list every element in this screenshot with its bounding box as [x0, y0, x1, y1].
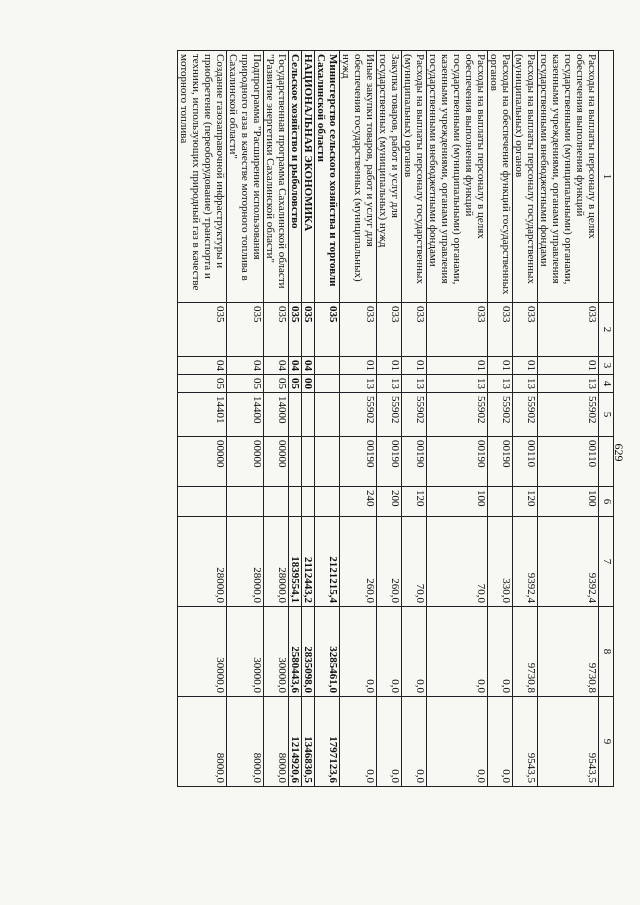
- amount-year-3: 9543,5: [538, 697, 599, 787]
- code-ministry: 033: [377, 303, 402, 357]
- amount-year-3: 8000,0: [178, 697, 227, 787]
- code-ministry: 033: [402, 303, 427, 357]
- code-section: 04: [289, 357, 302, 375]
- code-target-program: 55902: [377, 393, 402, 437]
- code-expense-type: [488, 487, 513, 517]
- amount-year-3: 1214920,6: [289, 697, 302, 787]
- table-body: [178, 51, 599, 787]
- table-row: [302, 51, 315, 787]
- code-target-direction: 00190: [427, 437, 488, 487]
- amount-year-1: 2121215,4: [315, 517, 340, 607]
- code-ministry: 033: [340, 303, 377, 357]
- code-target-direction: 00110: [538, 437, 599, 487]
- table-row: [264, 51, 289, 787]
- amount-year-1: 260,0: [340, 517, 377, 607]
- code-target-program: 55902: [538, 393, 599, 437]
- amount-year-1: 2112443,2: [302, 517, 315, 607]
- amount-year-2: 0,0: [377, 607, 402, 697]
- code-expense-type: 100: [538, 487, 599, 517]
- row-name: Закупка товаров, работ и услуг для государственных (муниципальных) нужд: [377, 51, 402, 303]
- row-name: Подпрограмма "Расширение использования природного газа в качестве моторного топлива в Сахалинской области": [227, 51, 264, 303]
- table-row: [340, 51, 377, 787]
- code-subsection: 13: [513, 375, 538, 393]
- code-target-direction: 00190: [377, 437, 402, 487]
- code-section: 01: [340, 357, 377, 375]
- amount-year-2: 2835098,0: [302, 607, 315, 697]
- code-target-program: 55902: [340, 393, 377, 437]
- code-target-program: 14401: [178, 393, 227, 437]
- code-subsection: 13: [402, 375, 427, 393]
- amount-year-1: 70,0: [427, 517, 488, 607]
- amount-year-2: 30000,0: [227, 607, 264, 697]
- code-subsection: 13: [488, 375, 513, 393]
- amount-year-3: 1797123,6: [315, 697, 340, 787]
- code-section: 04: [302, 357, 315, 375]
- amount-year-1: 28000,0: [264, 517, 289, 607]
- code-section: [315, 357, 340, 375]
- code-subsection: 05: [289, 375, 302, 393]
- code-section: 01: [538, 357, 599, 375]
- amount-year-1: 1839554,1: [289, 517, 302, 607]
- code-target-program: [289, 393, 302, 437]
- code-ministry: 035: [315, 303, 340, 357]
- code-subsection: 00: [302, 375, 315, 393]
- code-target-direction: 00190: [340, 437, 377, 487]
- column-header: 5: [599, 393, 614, 437]
- code-expense-type: [227, 487, 264, 517]
- amount-year-1: 9392,4: [513, 517, 538, 607]
- code-section: 01: [402, 357, 427, 375]
- amount-year-2: 0,0: [340, 607, 377, 697]
- code-expense-type: 240: [340, 487, 377, 517]
- row-name: Министерство сельского хозяйства и торговли Сахалинской области: [315, 51, 340, 303]
- amount-year-2: 0,0: [402, 607, 427, 697]
- amount-year-3: 8000,0: [264, 697, 289, 787]
- code-ministry: 035: [264, 303, 289, 357]
- row-name: Расходы на выплаты персоналу в целях обеспечения выполнения функций государственными (муниципальными) органами, казенными учреждениями, органами управления государственными внебюджетными фондами: [427, 51, 488, 303]
- amount-year-1: 28000,0: [227, 517, 264, 607]
- amount-year-1: 28000,0: [178, 517, 227, 607]
- code-target-program: [302, 393, 315, 437]
- code-target-direction: 00000: [264, 437, 289, 487]
- code-target-direction: 00190: [402, 437, 427, 487]
- amount-year-3: 9543,5: [513, 697, 538, 787]
- row-name: Расходы на выплаты персоналу государственных (муниципальных) органов: [513, 51, 538, 303]
- code-subsection: 05: [227, 375, 264, 393]
- amount-year-3: 0,0: [377, 697, 402, 787]
- code-section: 04: [264, 357, 289, 375]
- amount-year-3: 0,0: [340, 697, 377, 787]
- code-expense-type: 200: [377, 487, 402, 517]
- code-section: 01: [427, 357, 488, 375]
- code-section: 01: [513, 357, 538, 375]
- amount-year-3: 0,0: [427, 697, 488, 787]
- code-target-direction: 00000: [178, 437, 227, 487]
- code-expense-type: 120: [402, 487, 427, 517]
- row-name: Расходы на обеспечение функций государственных органов: [488, 51, 513, 303]
- code-target-direction: [302, 437, 315, 487]
- code-target-program: [315, 393, 340, 437]
- table-row: [488, 51, 513, 787]
- table-row: [315, 51, 340, 787]
- code-section: 04: [178, 357, 227, 375]
- code-expense-type: 120: [513, 487, 538, 517]
- code-expense-type: [264, 487, 289, 517]
- row-name: Создание газозаправочной инфраструктуры и приобретение (переоборудование) транспорта и техники, использующих природный газ в качестве моторного топлива: [178, 51, 227, 303]
- amount-year-2: 30000,0: [178, 607, 227, 697]
- row-name: Расходы на выплаты персоналу государственных (муниципальных) органов: [402, 51, 427, 303]
- column-header: [599, 437, 614, 487]
- code-subsection: [315, 375, 340, 393]
- row-name: Расходы на выплаты персоналу в целях обеспечения выполнения функций государственными (муниципальными) органами, казенными учреждениями, органами управления государственными внебюджетными фондами: [538, 51, 599, 303]
- amount-year-3: 0,0: [488, 697, 513, 787]
- code-expense-type: [178, 487, 227, 517]
- code-subsection: 13: [340, 375, 377, 393]
- column-header: 9: [599, 697, 614, 787]
- code-target-program: 55902: [513, 393, 538, 437]
- code-expense-type: [315, 487, 340, 517]
- amount-year-1: 330,0: [488, 517, 513, 607]
- amount-year-3: 8000,0: [227, 697, 264, 787]
- code-ministry: 033: [513, 303, 538, 357]
- amount-year-1: 70,0: [402, 517, 427, 607]
- amount-year-3: 1346830,5: [302, 697, 315, 787]
- code-subsection: 05: [178, 375, 227, 393]
- table-row: [538, 51, 599, 787]
- column-header: 7: [599, 517, 614, 607]
- column-header: 8: [599, 607, 614, 697]
- amount-year-2: 30000,0: [264, 607, 289, 697]
- amount-year-2: 3285461,0: [315, 607, 340, 697]
- code-target-program: 55902: [402, 393, 427, 437]
- column-header: 3: [599, 357, 614, 375]
- table-row: [513, 51, 538, 787]
- code-ministry: 033: [538, 303, 599, 357]
- table-row: [402, 51, 427, 787]
- code-target-direction: 00110: [513, 437, 538, 487]
- header-row: [599, 51, 614, 787]
- code-ministry: 035: [289, 303, 302, 357]
- code-section: 01: [377, 357, 402, 375]
- code-ministry: 033: [427, 303, 488, 357]
- amount-year-2: 0,0: [488, 607, 513, 697]
- column-header: 2: [599, 303, 614, 357]
- row-name: НАЦИОНАЛЬНАЯ ЭКОНОМИКА: [302, 51, 315, 303]
- code-expense-type: [302, 487, 315, 517]
- amount-year-1: 9392,4: [538, 517, 599, 607]
- code-target-direction: [315, 437, 340, 487]
- code-ministry: 035: [178, 303, 227, 357]
- table-row: [377, 51, 402, 787]
- code-target-program: 14400: [227, 393, 264, 437]
- amount-year-2: 9730,8: [513, 607, 538, 697]
- column-header: 4: [599, 375, 614, 393]
- code-section: 01: [488, 357, 513, 375]
- code-target-direction: 00190: [488, 437, 513, 487]
- code-target-direction: [289, 437, 302, 487]
- page-number: 629: [612, 443, 626, 462]
- row-name: Государственная программа Сахалинской области "Развитие энергетики Сахалинской области": [264, 51, 289, 303]
- amount-year-2: 2580443,6: [289, 607, 302, 697]
- column-header: 1: [599, 51, 614, 303]
- code-expense-type: 100: [427, 487, 488, 517]
- budget-table: [177, 50, 614, 787]
- row-name: Сельское хозяйство и рыболовство: [289, 51, 302, 303]
- code-subsection: 13: [377, 375, 402, 393]
- table-row: [178, 51, 227, 787]
- code-ministry: 033: [488, 303, 513, 357]
- column-header: 6: [599, 487, 614, 517]
- code-target-direction: 00000: [227, 437, 264, 487]
- code-ministry: 035: [302, 303, 315, 357]
- code-section: 04: [227, 357, 264, 375]
- amount-year-1: 260,0: [377, 517, 402, 607]
- amount-year-2: 0,0: [427, 607, 488, 697]
- table-row: [227, 51, 264, 787]
- table-row: [289, 51, 302, 787]
- code-subsection: 13: [427, 375, 488, 393]
- amount-year-3: 0,0: [402, 697, 427, 787]
- row-name: Иные закупки товаров, работ и услуг для обеспечения государственных (муниципальных) нужд: [340, 51, 377, 303]
- table-row: [427, 51, 488, 787]
- code-target-program: 14000: [264, 393, 289, 437]
- code-ministry: 035: [227, 303, 264, 357]
- code-subsection: 05: [264, 375, 289, 393]
- code-target-program: 55902: [427, 393, 488, 437]
- amount-year-2: 9730,8: [538, 607, 599, 697]
- code-target-program: 55902: [488, 393, 513, 437]
- code-subsection: 13: [538, 375, 599, 393]
- code-expense-type: [289, 487, 302, 517]
